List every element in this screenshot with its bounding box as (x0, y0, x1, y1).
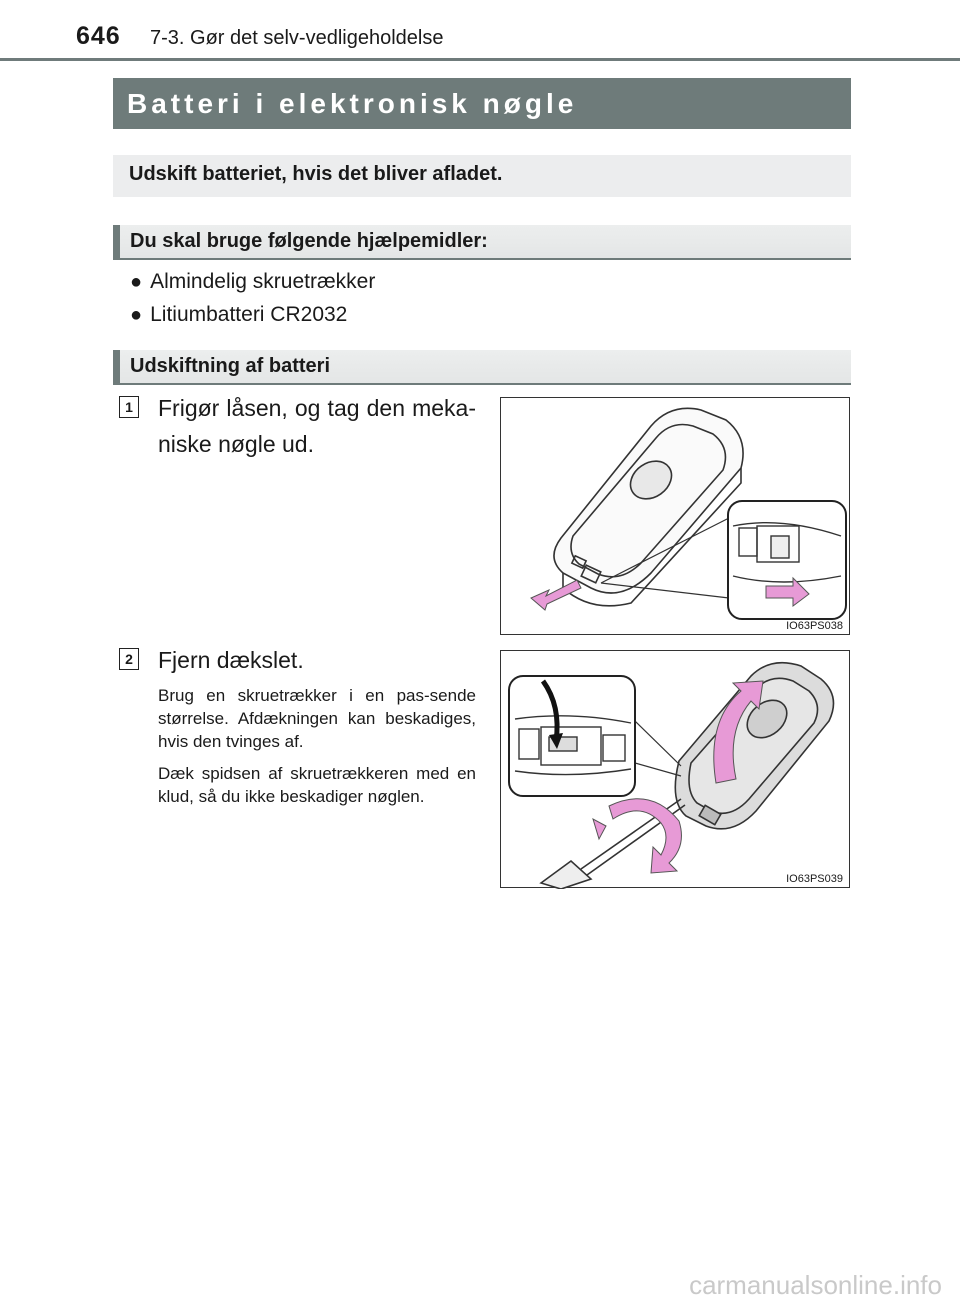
tools-list-item (130, 303, 347, 327)
tools-list-item (130, 270, 375, 294)
tools-item-label: Almindelig skruetrækker (150, 270, 376, 293)
tools-section-heading: Du skal bruge følgende hjælpemidler: (113, 225, 851, 260)
step-2-note: Brug en skruetrækker i en pas-sende størrelse. Afdækningen kan beskadiges, hvis den tvinges af. (158, 686, 476, 751)
tools-item-label: Litiumbatteri CR2032 (150, 303, 348, 326)
intro-text: Udskift batteriet, hvis det bliver afladet. (113, 155, 851, 197)
figure-code: IO63PS039 (786, 873, 843, 885)
step-1-text: Frigør låsen, og tag den meka-niske nøgle ud. (158, 395, 476, 457)
watermark: carmanualsonline.info (689, 1270, 942, 1300)
replace-section-heading: Udskiftning af batteri (113, 350, 851, 385)
key-fob-illustration (501, 398, 851, 636)
figure-code: IO63PS038 (786, 620, 843, 632)
figure-remove-mechanical-key (500, 397, 850, 635)
header-divider (0, 58, 960, 61)
step-2-note: Dæk spidsen af skruetrækkeren med en klud, så du ikke beskadiger nøglen. (158, 764, 476, 806)
step-2-text: Fjern dækslet. (158, 647, 304, 673)
page-title: Batteri i elektronisk nøgle (113, 78, 851, 129)
chapter-title: 7-3. Gør det selv-vedligeholdelse (150, 27, 444, 49)
step-number: 2 (119, 648, 139, 670)
screwdriver-illustration (501, 651, 851, 889)
bullet-icon: ● (130, 304, 143, 326)
bullet-icon: ● (130, 271, 143, 293)
page-number: 646 (76, 22, 121, 50)
figure-remove-cover (500, 650, 850, 888)
step-number: 1 (119, 396, 139, 418)
